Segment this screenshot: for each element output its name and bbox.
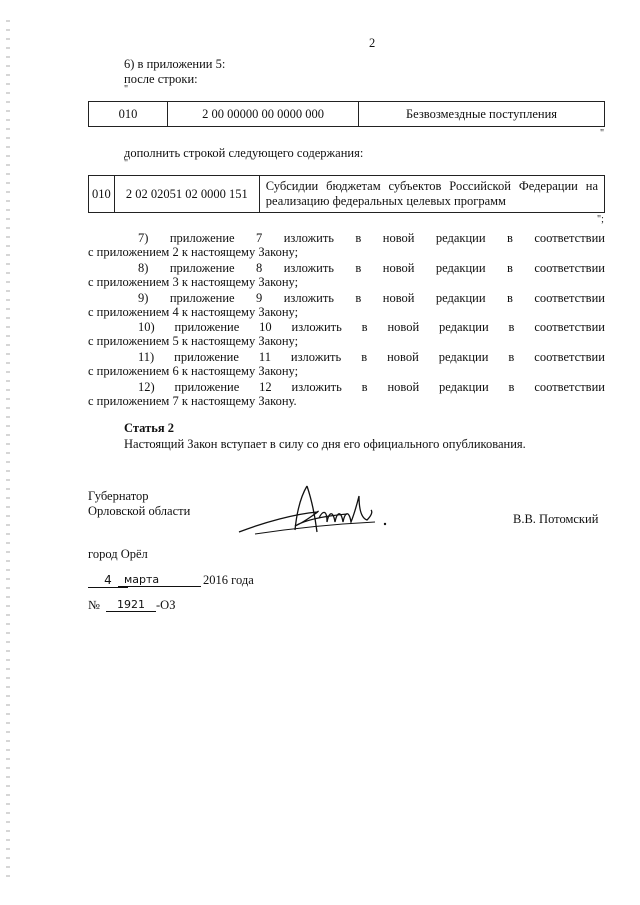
item-10-line2: с приложением 5 к настоящему Закону; xyxy=(88,334,299,348)
handwritten-signature xyxy=(235,482,395,544)
open-quote-2: " xyxy=(124,158,129,169)
new-row-table xyxy=(88,175,605,213)
signer-position-1: Губернатор xyxy=(88,489,149,503)
close-quote-2: "; xyxy=(597,214,604,225)
signer-name: В.В. Потомский xyxy=(513,512,599,526)
article-text: Настоящий Закон вступает в силу со дня его официального опубликования. xyxy=(124,437,526,451)
item-12-line2: с приложением 7 к настоящему Закону. xyxy=(88,394,297,408)
city: город Орёл xyxy=(88,547,148,561)
item-12-line1: 12) приложение 12 изложить в новой редакции в соответствии xyxy=(138,380,605,394)
item-11-line1: 11) приложение 11 изложить в новой редакции в соответствии xyxy=(138,350,605,364)
date-year: 2016 года xyxy=(203,573,254,587)
new-row-name: Субсидии бюджетам субъектов Российской Федерации на реализацию федеральных целевых программ xyxy=(259,176,604,213)
item-10-line1: 10) приложение 10 изложить в новой редакции в соответствии xyxy=(138,320,605,334)
new-row-code: 010 xyxy=(89,176,115,213)
open-quote: " xyxy=(124,84,129,95)
item-9-line2: с приложением 4 к настоящему Закону; xyxy=(88,305,299,319)
after-line-text: после строки: xyxy=(124,72,198,86)
number-prefix: № xyxy=(88,598,100,612)
number-suffix: -ОЗ xyxy=(156,598,176,612)
item-7-line2: с приложением 2 к настоящему Закону; xyxy=(88,245,299,259)
item-8-line1: 8) приложение 8 изложить в новой редакции в соответствии xyxy=(138,261,605,275)
existing-row-table xyxy=(88,101,605,127)
item-heading: 6) в приложении 5: xyxy=(124,57,226,71)
item-8-line2: с приложением 3 к настоящему Закону; xyxy=(88,275,299,289)
row-kbk: 2 00 00000 00 0000 000 xyxy=(168,102,359,127)
row-name: Безвозмездные поступления xyxy=(359,102,605,127)
law-number: 1921 xyxy=(106,598,156,612)
scan-edge-marks xyxy=(6,20,10,880)
page-number: 2 xyxy=(369,36,376,50)
article-title: Статья 2 xyxy=(124,421,174,435)
row-code: 010 xyxy=(89,102,168,127)
add-line-text: дополнить строкой следующего содержания: xyxy=(124,146,364,160)
date-month: марта xyxy=(118,573,201,587)
close-quote: " xyxy=(600,128,605,139)
signer-position-2: Орловской области xyxy=(88,504,191,518)
item-11-line2: с приложением 6 к настоящему Закону; xyxy=(88,364,299,378)
item-7-line1: 7) приложение 7 изложить в новой редакции в соответствии xyxy=(138,231,605,245)
new-row-kbk: 2 02 02051 02 0000 151 xyxy=(114,176,259,213)
item-9-line1: 9) приложение 9 изложить в новой редакции в соответствии xyxy=(138,291,605,305)
date-day: 4 xyxy=(88,573,128,588)
